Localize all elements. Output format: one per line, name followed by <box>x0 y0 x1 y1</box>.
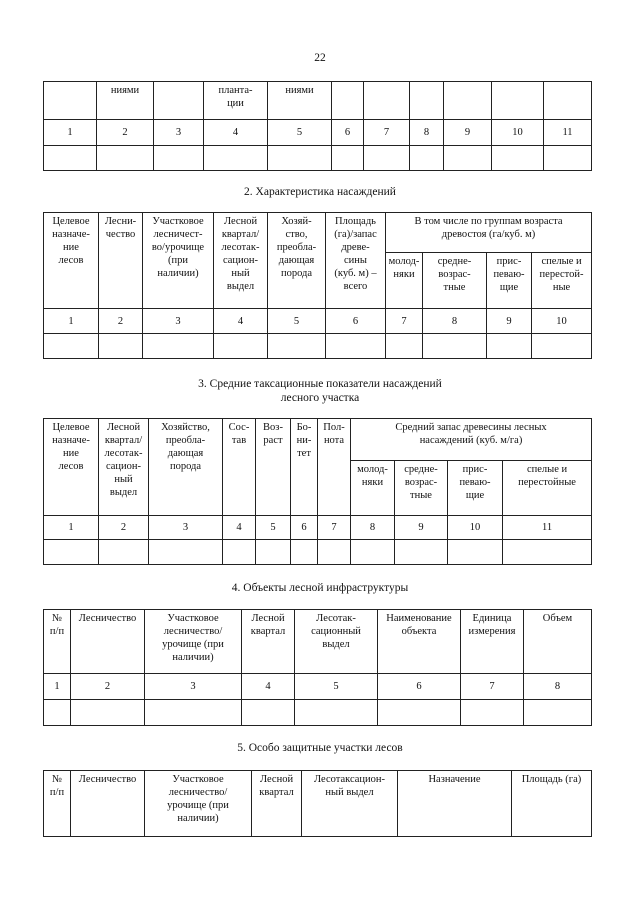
column-number: 1 <box>44 674 71 700</box>
column-number: 5 <box>268 309 326 334</box>
header-bonitet: Бо- ни- тет <box>291 419 318 516</box>
table-2-empty-row <box>44 334 592 359</box>
table-2-number-row <box>44 309 592 334</box>
column-number: 1 <box>44 516 99 540</box>
column-number: 2 <box>99 516 149 540</box>
section-4-title: 4. Объекты лесной инфраструктуры <box>231 582 409 594</box>
column-number: 4 <box>214 309 268 334</box>
header-district-forestry: Участковое лесничество/ урочище (при наличии) <box>145 771 252 837</box>
column-number: 10 <box>448 516 503 540</box>
table-3-empty-row <box>44 540 592 565</box>
header-area-stock: Площадь (га)/запас древе- сины (куб. м) – всего <box>326 213 386 309</box>
table-4-empty-row <box>44 700 592 726</box>
column-number: 9 <box>487 309 532 334</box>
header-forest-quarter: Лесной квартал <box>242 610 295 674</box>
column-number: 8 <box>351 516 395 540</box>
header-district-forestry: Участковое лесничест- во/урочище (при наличии) <box>143 213 214 309</box>
table-1-number-row <box>44 120 592 146</box>
subheader-mature: спелые и перестой- ные <box>532 253 592 309</box>
column-number: 9 <box>395 516 448 540</box>
table-1-top-row <box>44 82 592 120</box>
table-4-number-row <box>44 674 592 700</box>
header-farm-species: Хозяй- ство, преобла- дающая порода <box>268 213 326 309</box>
header-forestry: Лесни- чество <box>99 213 143 309</box>
column-number: 6 <box>291 516 318 540</box>
header-number: № п/п <box>44 771 71 837</box>
column-number: 7 <box>364 120 410 146</box>
header-target-purpose: Целевое назначе- ние лесов <box>44 213 99 309</box>
header-number: № п/п <box>44 610 71 674</box>
cell <box>44 82 97 120</box>
section-3-title-line-2: лесного участка <box>280 392 360 404</box>
column-number: 7 <box>461 674 524 700</box>
cell <box>444 82 492 120</box>
header-farm-species: Хозяйство, преобла- дающая порода <box>149 419 223 516</box>
column-number: 5 <box>268 120 332 146</box>
section-3-title <box>0 377 640 405</box>
column-number: 3 <box>143 309 214 334</box>
column-number: 4 <box>223 516 256 540</box>
header-taxation-unit: Лесотак- сационный выдел <box>295 610 378 674</box>
subheader-young: молод- няки <box>351 461 395 516</box>
header-forestry: Лесничество <box>71 771 145 837</box>
table-3-number-row <box>44 516 592 540</box>
subheader-middle-aged: средне- возрас- тные <box>395 461 448 516</box>
header-density: Пол- нота <box>318 419 351 516</box>
column-number: 11 <box>544 120 592 146</box>
header-area: Площадь (га) <box>512 771 592 837</box>
header-forest-quarter: Лесной квартал <box>252 771 302 837</box>
header-forest-quarter: Лесной квартал/ лесотак- сацион- ный выдел <box>214 213 268 309</box>
column-number: 2 <box>99 309 143 334</box>
header-forest-quarter: Лесной квартал/ лесотак- сацион- ный выдел <box>99 419 149 516</box>
cell: ниями <box>268 82 332 120</box>
column-number: 4 <box>242 674 295 700</box>
table-1-empty-row <box>44 146 592 171</box>
column-number: 4 <box>204 120 268 146</box>
header-age-groups: В том числе по группам возраста древостоя (га/куб. м) <box>386 213 592 253</box>
header-age: Воз- раст <box>256 419 291 516</box>
column-number: 3 <box>149 516 223 540</box>
column-number: 10 <box>532 309 592 334</box>
page-number: 22 <box>314 52 326 64</box>
subheader-middle-aged: средне- возрас- тные <box>423 253 487 309</box>
cell: планта- ции <box>204 82 268 120</box>
header-avg-stock: Средний запас древесины лесных насаждений (куб. м/га) <box>351 419 592 461</box>
header-volume: Объем <box>524 610 592 674</box>
column-number: 11 <box>503 516 592 540</box>
column-number: 6 <box>378 674 461 700</box>
column-number: 3 <box>145 674 242 700</box>
cell <box>154 82 204 120</box>
header-district-forestry: Участковое лесничество/ урочище (при наличии) <box>145 610 242 674</box>
column-number: 7 <box>386 309 423 334</box>
subheader-ripening: прис- певаю- щие <box>448 461 503 516</box>
column-number: 8 <box>410 120 444 146</box>
column-number: 2 <box>71 674 145 700</box>
cell <box>544 82 592 120</box>
header-object-name: Наименование объекта <box>378 610 461 674</box>
section-3-title-line-1: 3. Средние таксационные показатели насаждений <box>198 378 442 390</box>
subheader-ripening: прис- певаю- щие <box>487 253 532 309</box>
table-2-stands <box>43 212 592 359</box>
column-number: 1 <box>44 120 97 146</box>
column-number: 3 <box>154 120 204 146</box>
header-target-purpose: Целевое назначе- ние лесов <box>44 419 99 516</box>
column-number: 5 <box>256 516 291 540</box>
header-forestry: Лесничество <box>71 610 145 674</box>
column-number: 1 <box>44 309 99 334</box>
header-unit: Единица измерения <box>461 610 524 674</box>
column-number: 6 <box>332 120 364 146</box>
column-number: 2 <box>97 120 154 146</box>
cell <box>332 82 364 120</box>
header-purpose: Назначение <box>398 771 512 837</box>
column-number: 6 <box>326 309 386 334</box>
table-4-infrastructure <box>43 609 592 726</box>
column-number: 10 <box>492 120 544 146</box>
section-5-title: 5. Особо защитные участки лесов <box>237 742 403 754</box>
section-2-title: 2. Характеристика насаждений <box>244 186 396 198</box>
header-composition: Сос- тав <box>223 419 256 516</box>
table-5-protective-areas <box>43 770 592 837</box>
table-3-taxation <box>43 418 592 565</box>
column-number: 5 <box>295 674 378 700</box>
table-1-continuation <box>43 81 592 171</box>
cell <box>492 82 544 120</box>
cell: ниями <box>97 82 154 120</box>
subheader-young: молод- няки <box>386 253 423 309</box>
column-number: 7 <box>318 516 351 540</box>
cell <box>410 82 444 120</box>
column-number: 9 <box>444 120 492 146</box>
cell <box>364 82 410 120</box>
column-number: 8 <box>524 674 592 700</box>
header-taxation-unit: Лесотаксацион- ный выдел <box>302 771 398 837</box>
subheader-mature: спелые и перестойные <box>503 461 592 516</box>
column-number: 8 <box>423 309 487 334</box>
